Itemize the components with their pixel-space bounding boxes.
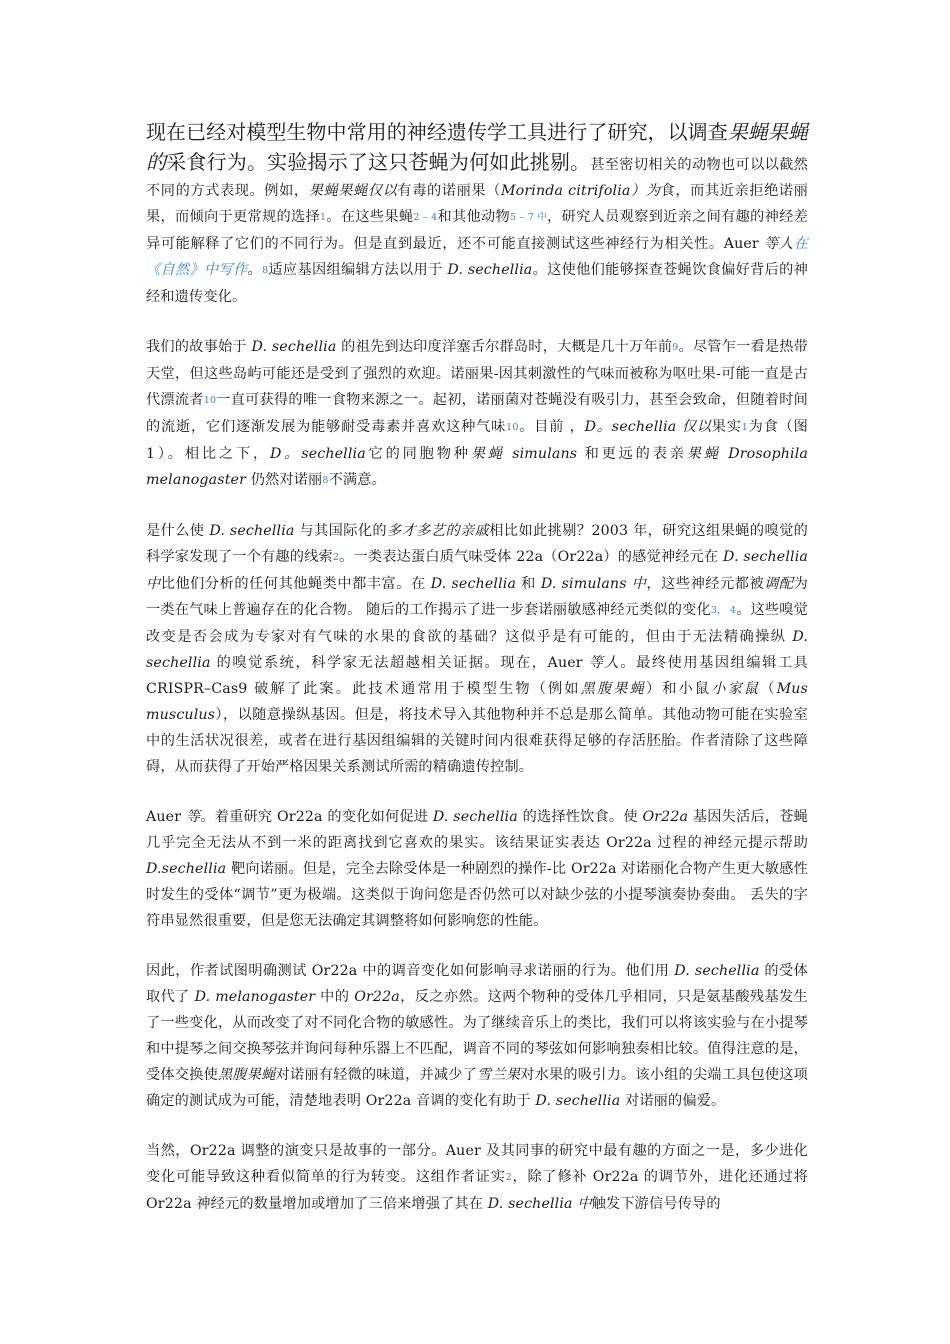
article-paragraph (146, 1138, 808, 1217)
italic-text: D. sechellia 中 (487, 1196, 592, 1212)
reference-link[interactable]: 1 (741, 422, 748, 433)
text-run: 触发下游信号传导的 (591, 1196, 721, 1212)
italic-text: ）为 (630, 183, 661, 199)
italic-text: D. sechellia (209, 523, 295, 539)
text-run: ，除了修补 Or22a 的调节外，进化还通过将 Or22a 神经元的数量增加或增加了三倍来增强了其在 (146, 1169, 808, 1212)
italic-text: 黑腹果蝇 (217, 1067, 276, 1083)
text-run: ）和小鼠 (645, 681, 712, 697)
text-run: 与其国际化的 (294, 523, 388, 539)
text-run: 适应基因组编辑方法以用于 (268, 262, 448, 278)
text-run: ，这些神经元都被 (646, 576, 765, 592)
text-run: 和更远的表亲 (577, 446, 687, 462)
text-run: 和 (516, 576, 541, 592)
text-run: 基因失活后，苍蝇几乎完全无法从不到一米的距离找到它喜欢的果实。该结果证实表达 Or22a 过程的神经元提示帮助 (146, 809, 808, 851)
reference-link[interactable]: 3， 4 (710, 605, 737, 616)
text-run: ），以随意操纵基因。但是，将技术导入其他物种并不总是那么简单。其他动物可能在实验室中的生活状况很差，或者在进行基因组编辑的关键时间内很难获得足够的存活胚胎。作者清除了这些障碍，从而获得了开始严格因果关系测试所需的精确遗传控制。 (146, 707, 808, 775)
lead-italic-text: 果蝇果蝇的 (146, 120, 808, 174)
italic-text: D. melanogaster (194, 989, 316, 1005)
text-run: 不满意。 (328, 472, 386, 488)
reference-link[interactable]: 8 (262, 265, 269, 276)
text-run: 中的 (315, 989, 355, 1005)
text-run: 比他们分析的任何其他蝇类中都丰富。在 (160, 576, 431, 592)
reference-link[interactable]: 2 (332, 552, 340, 563)
reference-link[interactable]: 9 (672, 342, 679, 353)
italic-text: 等 (185, 809, 201, 825)
text-run: 一直可获得的唯一食物来源之一。起初，诺丽菌对苍蝇没有吸引力，甚至会致命，但随着时间的流逝，它们逐渐发展为能够耐受毒素并喜欢这种气味 (146, 392, 808, 435)
italic-text: D. sechellia (447, 262, 533, 278)
italic-text: D. sechellia (535, 1093, 621, 1109)
text-run: 我们的故事始于 (146, 339, 252, 355)
text-run: 为一类在气味上普遍存在的化合物。 随后的工作揭示了进一步套诺丽敏感神经元类似的变化 (146, 576, 808, 618)
text-run: Auer (146, 809, 186, 825)
text-run: 。 (247, 262, 263, 278)
text-run: 。目前 ， (518, 419, 585, 435)
text-run: ，研究人员观察到近亲之间有趣的神经差异可能解释了它们的不同行为。但是直到最近，还不可能直接测试这些神经行为相关性。Auer (146, 209, 808, 252)
italic-text: 多才多艺的亲戚 (387, 523, 490, 539)
text-run: 有毒的诺丽果（ (397, 183, 501, 199)
text-run: 当然，Or22a 调整的演变只是故事的一部分。Auer 及其同事的研究中最有趣的方面之一是，多少进化变化可能导致这种看似简单的行为转变。这组作者证实 (146, 1143, 808, 1185)
article-paragraph (146, 118, 808, 310)
text-run: ，反之亦然。这两个物种的受体几乎相同，只是氨基酸残基发生了一些变化，从而改变了对不同化合物的敏感性。为了继续音乐上的类比，我们可以将该实验与在小提琴和中提琴之间交换琴弦并询问每种乐器上不匹配，调音不同的琴弦如何影响独奏相比较。值得注意的是，受体交换使 (146, 989, 808, 1083)
italic-text: D. simulans 中 (540, 576, 647, 592)
italic-text: D. sechellia (674, 963, 760, 979)
text-run: 。这使他们能够探查苍蝇饮食偏好背后的神经和遗传变化。 (146, 262, 809, 305)
reference-link[interactable]: 2 (505, 1172, 512, 1183)
text-run: 它的同胞物种 (365, 446, 471, 462)
text-run: 因此，作者试图明确测试 Or22a 中的调音变化如何影响寻求诺丽的行为。他们用 (146, 963, 675, 979)
text-run: 对水果的吸引力。该小组的尖端工具包使这项确定的测试成为可能，清楚地表明 Or22a 音调的变化有助于 (146, 1067, 808, 1109)
nature-link[interactable]: 在《自然》中写作 (146, 236, 808, 278)
italic-text: Or22a (642, 809, 689, 825)
italic-text: D. sechellia (430, 576, 517, 592)
text-run: 。这些嗅觉改变是否会成为专家对有气味的水果的食欲的基础？这似乎是有可能的，但由于无法精确操纵 (146, 602, 808, 645)
article-paragraph (146, 518, 808, 780)
lead-text: 现在已经对模型生物中常用的神经遗传学工具进行了研究，以调查 (146, 120, 728, 144)
text-run: 。在这些果蝇 (326, 209, 414, 225)
text-run: 果实 (711, 419, 742, 435)
italic-text: 黑腹果蝇 (580, 681, 646, 697)
article-paragraph (146, 334, 808, 494)
italic-text: 果蝇果蝇仅以 (308, 183, 398, 199)
italic-text: 果蝇 simulans (470, 446, 578, 462)
italic-text: D. sechellia (146, 629, 808, 671)
reference-link[interactable]: 10 (506, 422, 519, 433)
italic-text: D.sechellia (146, 861, 227, 877)
reference-link[interactable]: 1 (320, 212, 327, 223)
italic-text: D. sechellia 中 (146, 549, 808, 592)
text-run: 为食（图 1）。相比之下， (146, 419, 808, 462)
reference-link[interactable]: 5 – 7 中 (510, 212, 548, 223)
italic-text: D。sechellia (270, 446, 366, 462)
text-run: 靶向诺丽。但是，完全去除受体是一种剧烈的操作-比 Or22a 对诺丽化合物产生更大敏感性时发生的受体“调节”更为极端。这类似于询问您是否仍然可以对缺少弦的小提琴演奏协奏曲。 丢失的字符串显然很重要，但是您无法确定其调整将如何影响您的性能。 (146, 861, 808, 929)
article-paragraph (146, 958, 808, 1114)
text-run: 甚至密切相关的动物也可以以截然不同的方式表现。例如， (146, 157, 809, 199)
text-run: 对诺丽的偏爱。 (620, 1093, 726, 1109)
text-run: 是什么使 (146, 523, 210, 539)
text-run: 的嗅觉系统，科学家无法超越相关证据。现在，Auer (210, 655, 589, 671)
italic-text: Or22a (354, 989, 400, 1005)
text-run: 对诺丽有轻微的味道，并减少了 (275, 1067, 478, 1083)
italic-text: 等人 (764, 236, 794, 252)
italic-text: D。sechellia 仅以 (584, 419, 712, 435)
text-run: 的选择性饮食。使 (517, 809, 643, 825)
text-run: 仍然对诺丽 (246, 472, 323, 488)
reference-link[interactable]: 8 (322, 475, 329, 486)
italic-text: 雪兰果 (477, 1067, 521, 1083)
italic-text: 果蝇 Drosophila melanogaster (146, 446, 808, 488)
text-run: 的祖先到达印度洋塞舌尔群岛时，大概是几十万年前 (336, 339, 673, 355)
article-body (146, 118, 808, 1217)
text-run: 。尽管乍一看是热带天堂，但这些岛屿可能还是受到了强烈的欢迎。诺丽果-因其刺激性的气味而被称为呕吐果-可能一直是古代漂流者 (146, 339, 808, 408)
text-run: 食，而其近亲拒绝诺丽果，而倾向于更常规的选择 (146, 183, 808, 225)
reference-link[interactable]: 2 – 4 (413, 212, 438, 223)
italic-text: Morinda citrifolia (500, 183, 631, 199)
reference-link[interactable]: 10 (203, 395, 217, 406)
text-run: 的受体取代了 (146, 963, 808, 1005)
italic-text: Mus musculus (146, 681, 808, 723)
italic-text: 小家鼠 (711, 681, 761, 697)
text-run: 和其他动物 (437, 209, 511, 225)
text-run: 。最终使用基因组编辑工具 CRISPR–Cas9 破解了此案。此技术通常用于模型生物（例如 (146, 655, 808, 697)
text-run: 。着重研究 Or22a 的变化如何促进 (200, 809, 433, 825)
italic-text: D. sechellia (432, 809, 518, 825)
italic-text: D. sechellia (251, 339, 337, 355)
lead-text: 采食行为。实验揭示了这只苍蝇为何如此挑剔。 (166, 150, 591, 174)
text-run: 相比如此挑剔？2003 年，研究这组果蝇的嗅觉的科学家发现了一个有趣的线索 (146, 523, 809, 565)
italic-text: 等人 (588, 655, 621, 671)
text-run: （ (760, 681, 777, 697)
italic-text: 调配 (764, 576, 794, 592)
text-run: 。一类表达蛋白质气味受体 22a（Or22a）的感觉神经元在 (339, 549, 724, 565)
article-paragraph (146, 804, 808, 934)
